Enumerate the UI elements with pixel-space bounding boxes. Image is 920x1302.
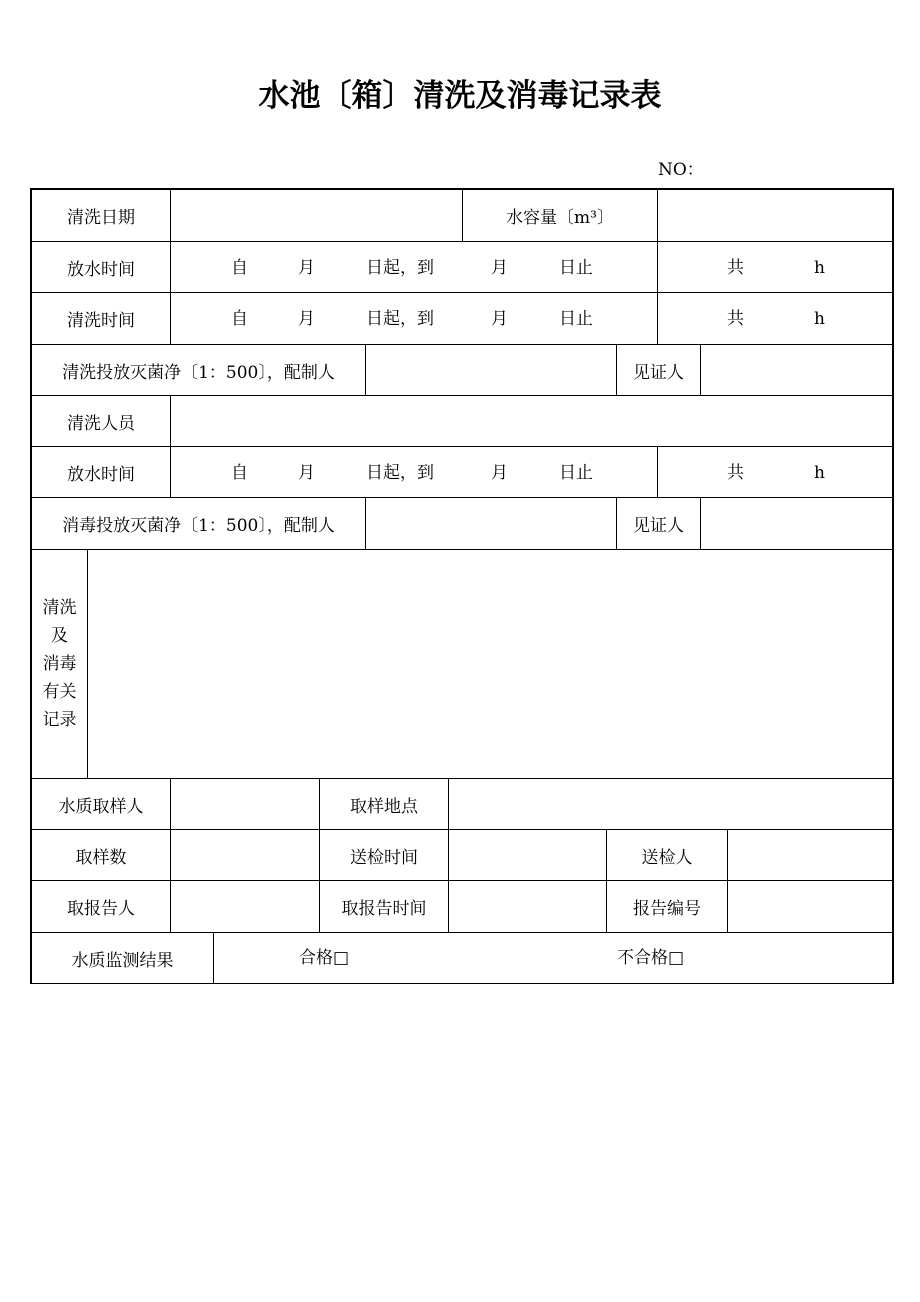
capacity-field[interactable] <box>657 189 893 242</box>
time-day-end: 日止 <box>559 309 593 329</box>
label-sender: 送检人 <box>606 829 728 881</box>
sample-site-field[interactable] <box>448 778 893 830</box>
time-total: 共 <box>727 463 744 483</box>
number-label: NO： <box>658 160 704 180</box>
time-unit: h <box>814 309 825 329</box>
time-total: 共 <box>727 309 744 329</box>
drain-total-field[interactable] <box>657 241 893 293</box>
records-line: 消毒 <box>42 654 77 674</box>
time-day-start: 日起，到 <box>366 258 434 278</box>
label-witness-2: 见证人 <box>616 497 701 550</box>
label-sample-count: 取样数 <box>31 829 171 881</box>
wash-total-field[interactable] <box>657 292 893 345</box>
label-wash-time: 清洗时间 <box>31 292 171 345</box>
records-line: 有关 <box>42 682 77 702</box>
label-drain-time-2: 放水时间 <box>31 446 171 498</box>
send-time-field[interactable] <box>448 829 607 881</box>
time-from: 自 <box>231 309 248 329</box>
label-send-time: 送检时间 <box>319 829 449 881</box>
wash-preparer-field[interactable] <box>365 344 617 396</box>
label-wash-dose: 清洗投放灭菌净〔1：500〕，配制人 <box>31 344 366 396</box>
time-total: 共 <box>727 258 744 278</box>
sender-field[interactable] <box>727 829 893 881</box>
time-month2: 月 <box>491 309 508 329</box>
records-line: 及 <box>51 626 68 646</box>
time-day-start: 日起，到 <box>366 309 434 329</box>
drain-total-field-2[interactable] <box>657 446 893 498</box>
records-field[interactable] <box>87 549 893 779</box>
label-report-taker: 取报告人 <box>31 880 171 933</box>
time-month1: 月 <box>298 463 315 483</box>
disinfect-preparer-field[interactable] <box>365 497 617 550</box>
pass-checkbox[interactable]: 合格□ <box>299 948 350 968</box>
label-capacity: 水容量〔m³〕 <box>462 189 658 242</box>
label-drain-time: 放水时间 <box>31 241 171 293</box>
report-time-field[interactable] <box>448 880 607 933</box>
records-line: 清洗 <box>42 598 77 618</box>
wash-witness-field[interactable] <box>700 344 893 396</box>
sampler-field[interactable] <box>170 778 320 830</box>
label-records <box>31 549 88 779</box>
label-sampler: 水质取样人 <box>31 778 171 830</box>
label-report-no: 报告编号 <box>606 880 728 933</box>
label-report-time: 取报告时间 <box>319 880 449 933</box>
label-wash-date: 清洗日期 <box>31 189 171 242</box>
time-month1: 月 <box>298 309 315 329</box>
sample-count-field[interactable] <box>170 829 320 881</box>
disinfect-witness-field[interactable] <box>700 497 893 550</box>
label-result: 水质监测结果 <box>31 932 214 984</box>
report-taker-field[interactable] <box>170 880 320 933</box>
time-from: 自 <box>231 463 248 483</box>
label-sample-site: 取样地点 <box>319 778 449 830</box>
time-day-end: 日止 <box>559 463 593 483</box>
time-month2: 月 <box>491 258 508 278</box>
wash-date-field[interactable] <box>170 189 463 242</box>
records-line: 记录 <box>42 710 77 730</box>
time-unit: h <box>814 258 825 278</box>
page-title: 水池〔箱〕清洗及消毒记录表 <box>258 78 662 114</box>
fail-checkbox[interactable]: 不合格□ <box>617 948 685 968</box>
report-no-field[interactable] <box>727 880 893 933</box>
label-witness: 见证人 <box>616 344 701 396</box>
time-month1: 月 <box>298 258 315 278</box>
label-disinfect-dose: 消毒投放灭菌净〔1：500〕，配制人 <box>31 497 366 550</box>
wash-staff-field[interactable] <box>170 395 893 447</box>
time-month2: 月 <box>491 463 508 483</box>
time-unit: h <box>814 463 825 483</box>
time-from: 自 <box>231 258 248 278</box>
time-day-end: 日止 <box>559 258 593 278</box>
label-wash-staff: 清洗人员 <box>31 395 171 447</box>
time-day-start: 日起，到 <box>366 463 434 483</box>
